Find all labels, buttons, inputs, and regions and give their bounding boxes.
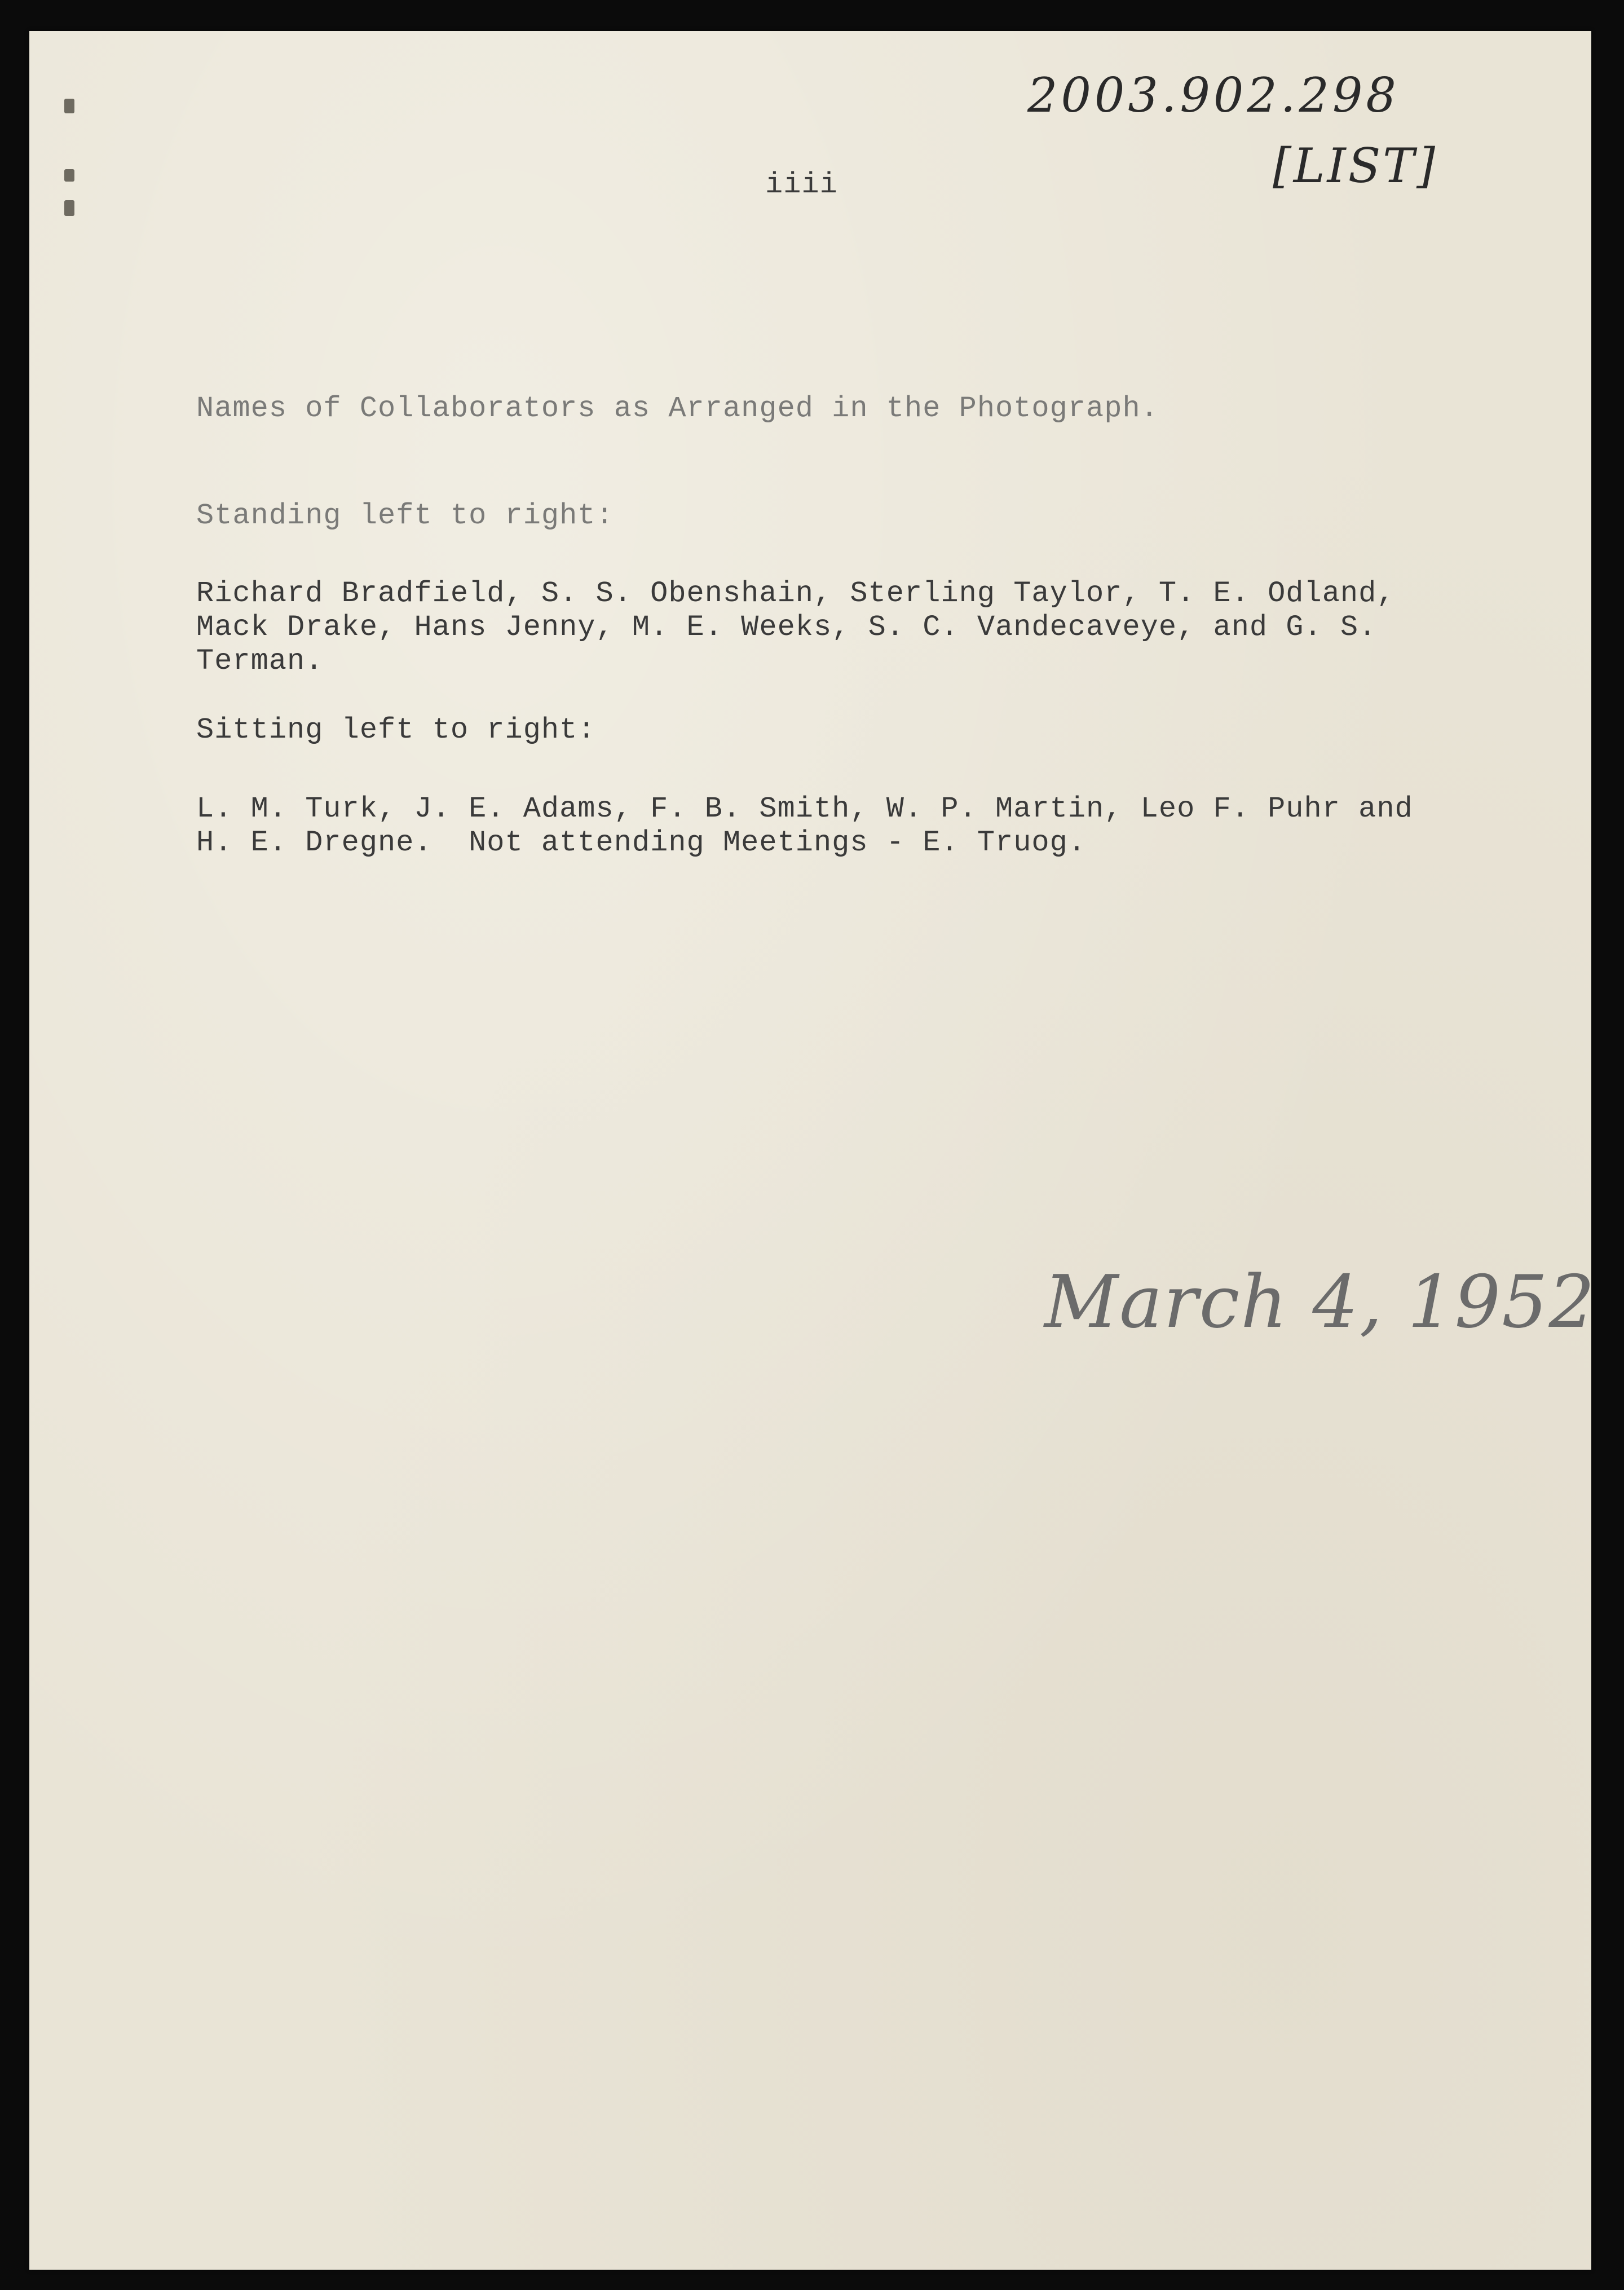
sitting-line: L. M. Turk, J. E. Adams, F. B. Smith, W. P. Martin, Leo F. Puhr and: [196, 792, 1413, 826]
staple-hole-mark: [64, 200, 74, 216]
page-heading: Names of Collaborators as Arranged in the Photograph.: [196, 392, 1159, 425]
standing-line: Mack Drake, Hans Jenny, M. E. Weeks, S. C. Vandecaveye, and G. S.: [196, 611, 1377, 644]
accession-number: 2003.902.298: [1027, 68, 1400, 123]
standing-line: Terman.: [196, 645, 324, 678]
sitting-line: H. E. Dregne. Not attending Meetings - E. Truog.: [196, 826, 1087, 859]
staple-hole-mark: [64, 99, 74, 113]
document-page: [29, 31, 1596, 2270]
standing-label: Standing left to right:: [196, 499, 614, 532]
standing-line: Richard Bradfield, S. S. Obenshain, Sterling Taylor, T. E. Odland,: [196, 577, 1395, 610]
page-number: iiii: [765, 168, 838, 201]
staple-hole-mark: [64, 169, 74, 182]
handwritten-date: March 4, 1952: [1044, 1260, 1596, 1344]
list-label: [LIST]: [1273, 138, 1438, 193]
sitting-label: Sitting left to right:: [196, 713, 596, 747]
